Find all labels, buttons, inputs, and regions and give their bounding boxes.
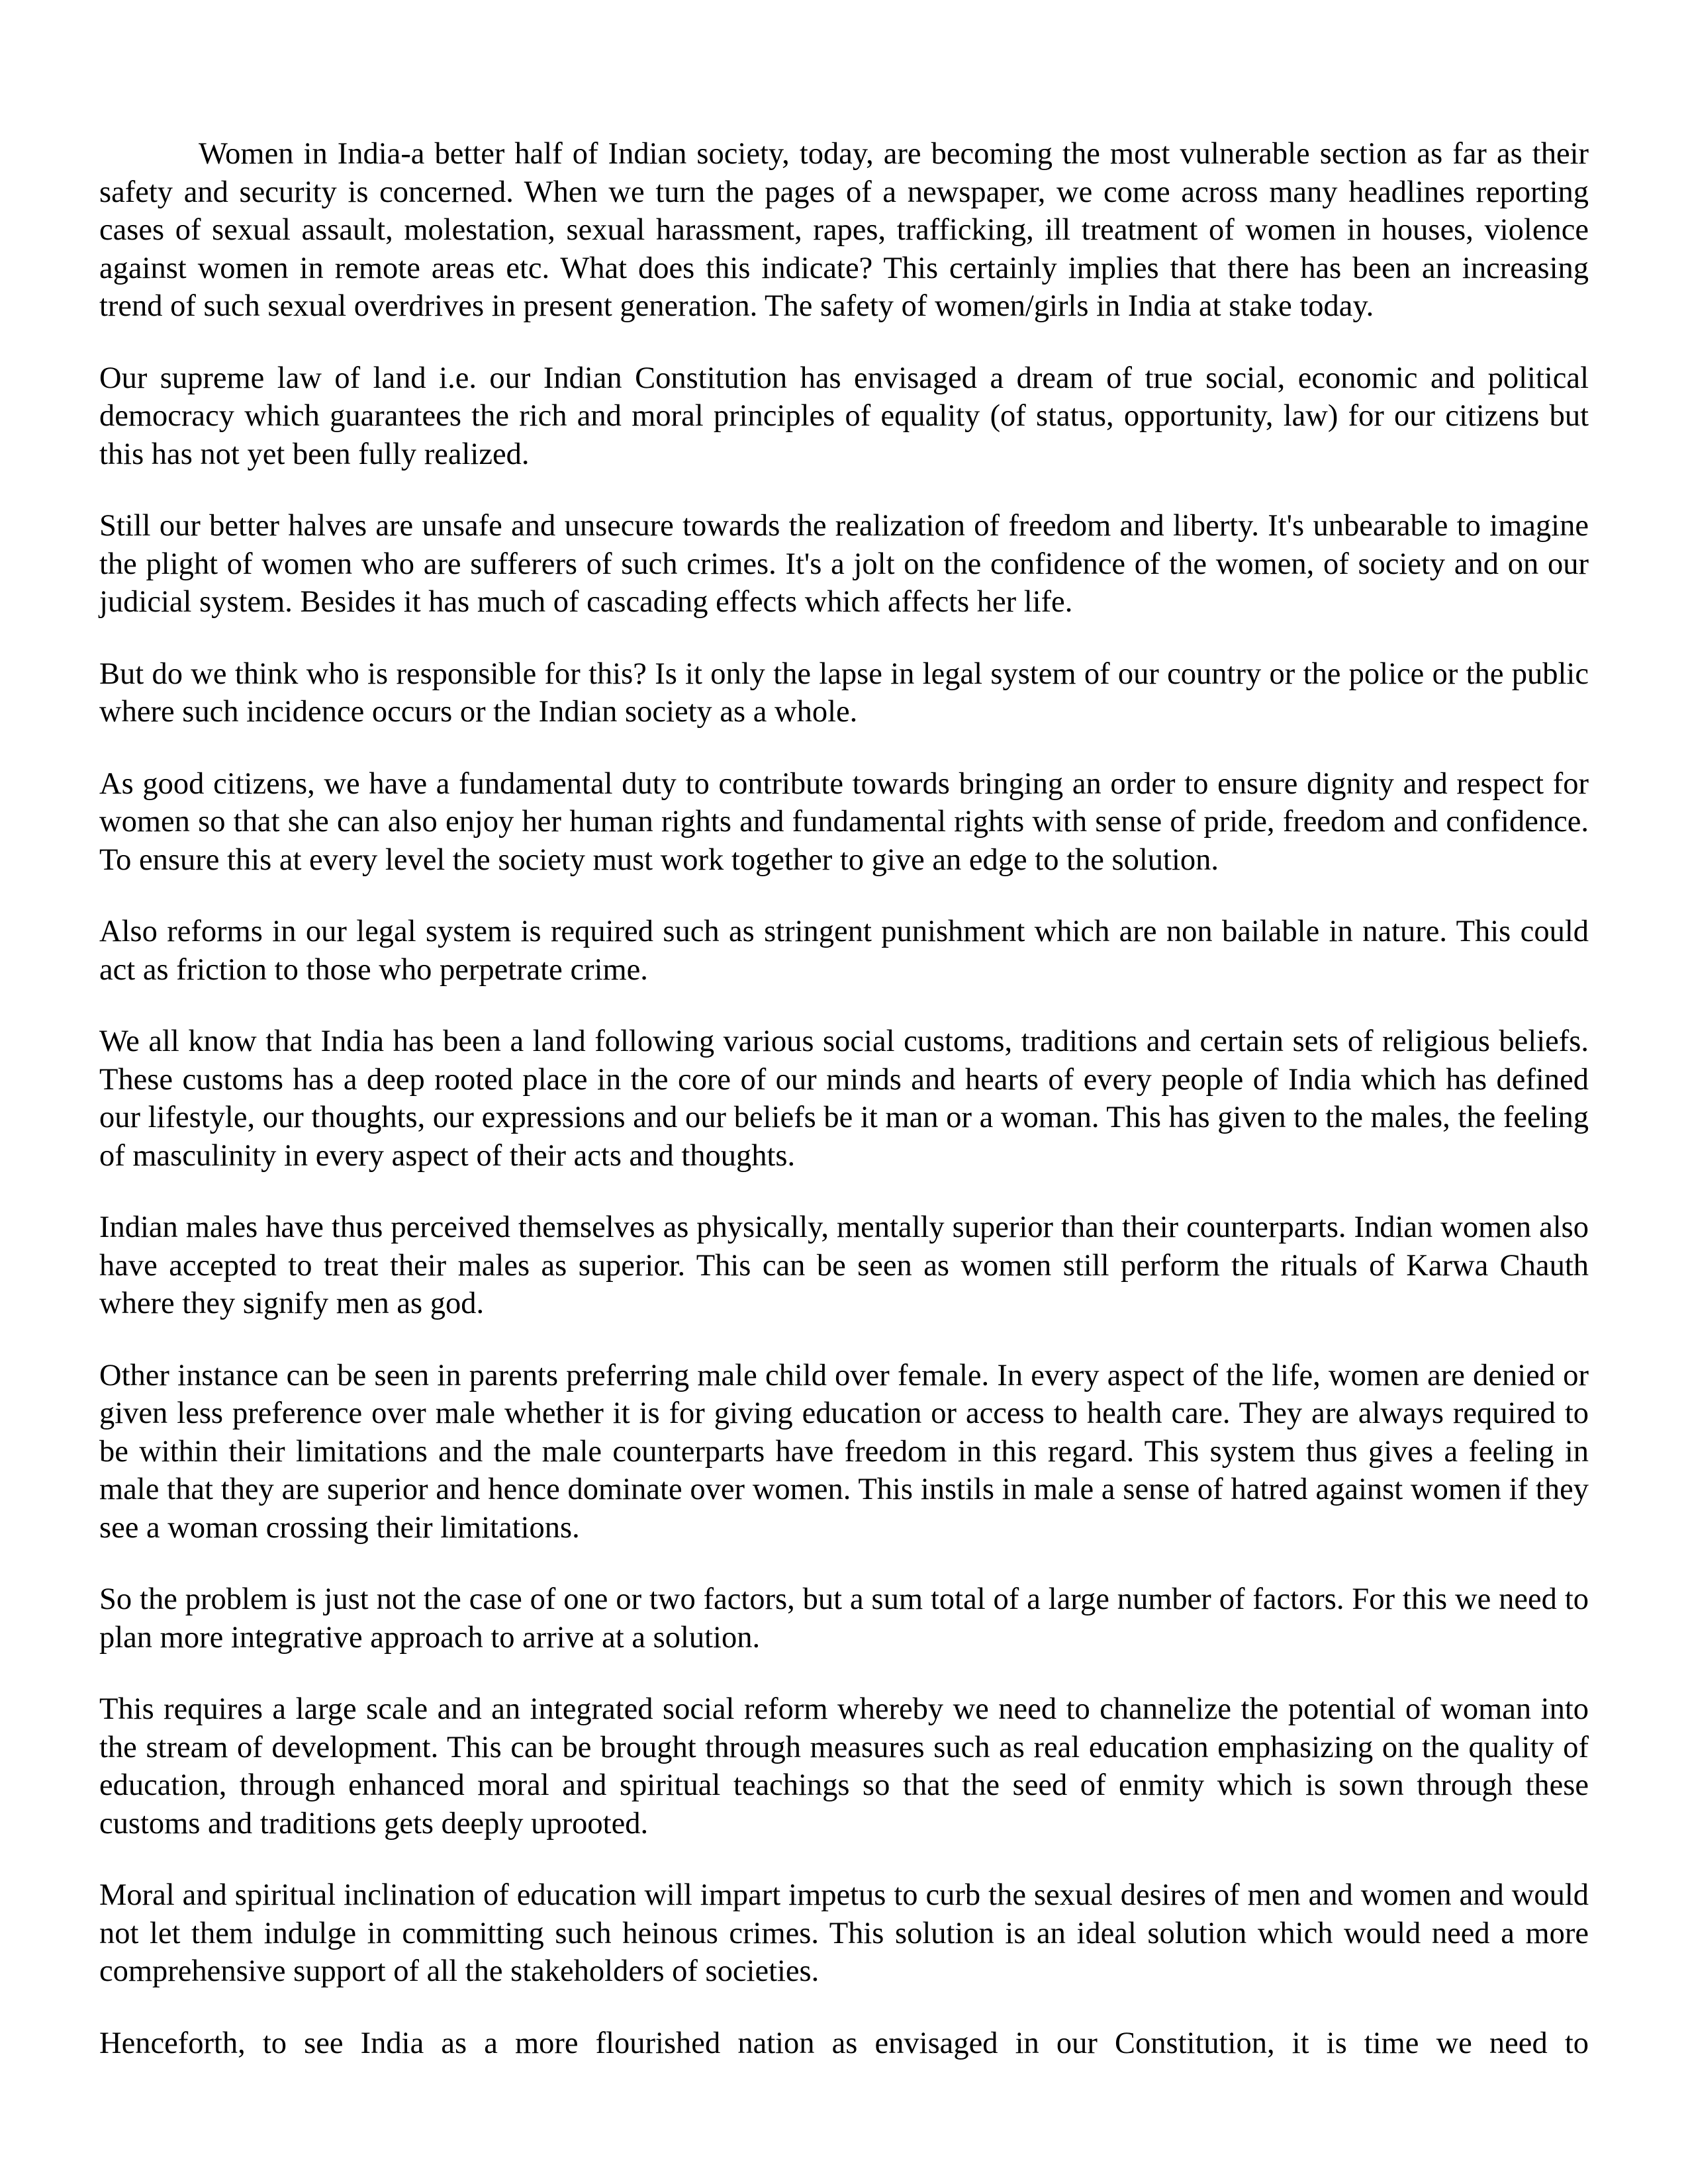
paragraph-citizens-duty: As good citizens, we have a fundamental duty to contribute towards bringing an order to ensure dignity and respect for women so that she can also enjoy her human rights and fundamental rights with sense of pride, freedom and confidence. To ensure this at every level the society must work together to give an edge to the solution. [99,766,1589,877]
paragraph-constitution: Our supreme law of land i.e. our Indian Constitution has envisaged a dream of true social, economic and political democracy which guarantees the rich and moral principles of equality (of status, opportunity, law) for our citizens but this has not yet been fully realized. [99,361,1589,471]
document-page [99,135,1589,2096]
paragraph-intro: Women in India-a better half of Indian society, today, are becoming the most vulnerable section as far as their safety and security is concerned. When we turn the pages of a newspaper, we come across many headlines reporting cases of sexual assault, molestation, sexual harassment, rapes, trafficking, ill treatment of women in houses, violence against women in remote areas etc. What does this indicate? This certainly implies that there has been an increasing trend of such sexual overdrives in present generation. The safety of women/girls in India at stake today. [99,137,1589,323]
paragraph-superiority: Indian males have thus perceived themselves as physically, mentally superior than their counterparts. Indian women also have accepted to treat their males as superior. This can be seen as women still perform the rituals of Karwa Chauth where they signify men as god. [99,1210,1589,1320]
paragraph-customs: We all know that India has been a land following various social customs, traditions and certain sets of religious beliefs. These customs has a deep rooted place in the core of our minds and hearts of every people of India which has defined our lifestyle, our thoughts, our expressions and our beliefs be it man or a woman. This has given to the males, the feeling of masculinity in every aspect of their acts and thoughts. [99,1024,1589,1173]
paragraph-factors: So the problem is just not the case of one or two factors, but a sum total of a large number of factors. For this we need to plan more integrative approach to arrive at a solution. [99,1582,1589,1655]
paragraph-conclusion-partial: Henceforth, to see India as a more flourished nation as envisaged in our Constitution, it is time we need to [99,2026,1589,2060]
paragraph-moral-education: Moral and spiritual inclination of education will impart impetus to curb the sexual desires of men and women and would not let them indulge in committing such heinous crimes. This solution is an ideal solution which would need a more comprehensive support of all the stakeholders of societies. [99,1878,1589,1988]
paragraph-male-preference: Other instance can be seen in parents preferring male child over female. In every aspect of the life, women are denied or given less preference over male whether it is for giving education or access to health care. They are always required to be within their limitations and the male counterparts have freedom in this regard. This system thus gives a feeling in male that they are superior and hence dominate over women. This instils in male a sense of hatred against women if they see a woman crossing their limitations. [99,1358,1589,1545]
paragraph-unsafe: Still our better halves are unsafe and unsecure towards the realization of freedom and liberty. It's unbearable to imagine the plight of women who are sufferers of such crimes. It's a jolt on the confidence of the women, of society and on our judicial system. Besides it has much of cascading effects which affects her life. [99,509,1589,619]
paragraph-social-reform: This requires a large scale and an integrated social reform whereby we need to channelize the potential of woman into the stream of development. This can be brought through measures such as real education emphasizing on the quality of education, through enhanced moral and spiritual teachings so that the seed of enmity which is sown through these customs and traditions gets deeply uprooted. [99,1692,1589,1841]
paragraph-responsibility: But do we think who is responsible for this? Is it only the lapse in legal system of our country or the police or the public where such incidence occurs or the Indian society as a whole. [99,657,1589,729]
paragraph-legal-reforms: Also reforms in our legal system is required such as stringent punishment which are non bailable in nature. This could act as friction to those who perpetrate crime. [99,915,1589,987]
